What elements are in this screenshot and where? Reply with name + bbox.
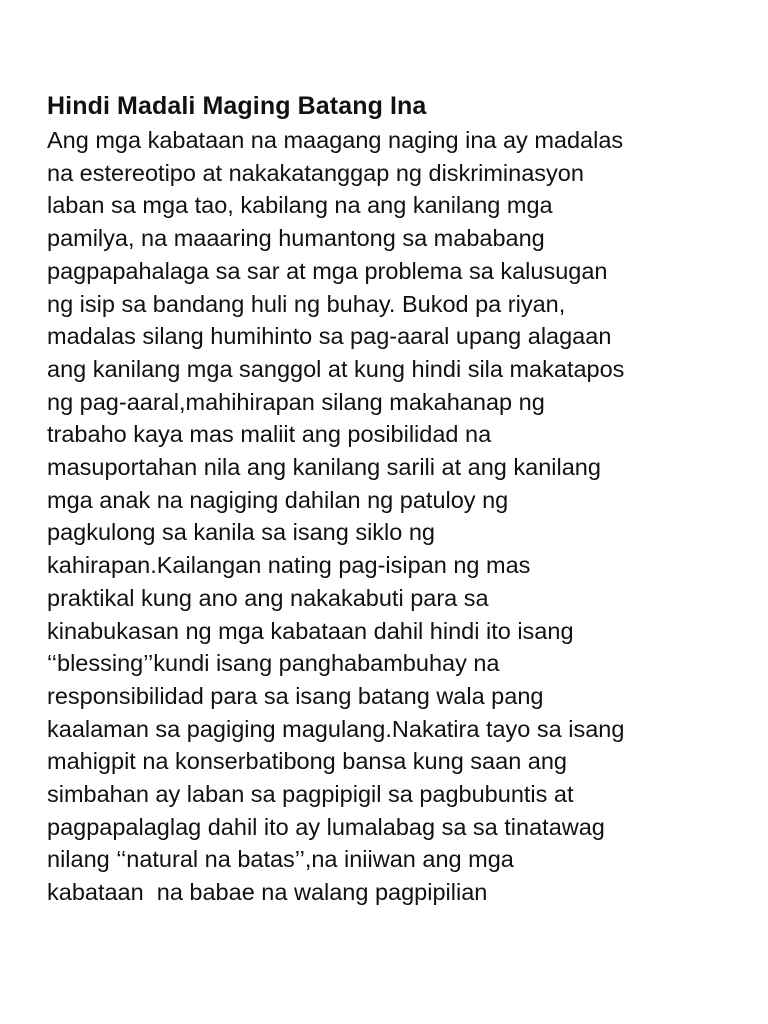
paragraph-line: kabataan na babae na walang pagpipilian — [47, 879, 488, 906]
document-paragraph — [47, 124, 747, 909]
paragraph-line: pagkulong sa kanila sa isang siklo ng — [47, 519, 436, 546]
paragraph-line: masuportahan nila ang kanilang sarili at ang kanilang — [47, 454, 601, 481]
paragraph-line: praktikal kung ano ang nakakabuti para sa — [47, 584, 489, 611]
paragraph-line: responsibilidad para sa isang batang wala pang — [47, 682, 544, 709]
paragraph-line: laban sa mga tao, kabilang na ang kanilang mga — [47, 192, 553, 219]
paragraph-line: pagpapahalaga sa sar at mga problema sa kalusugan — [47, 257, 608, 284]
paragraph-line: ng isip sa bandang huli ng buhay. Bukod pa riyan, — [47, 290, 566, 317]
paragraph-line: kinabukasan ng mga kabataan dahil hindi ito isang — [47, 617, 574, 644]
paragraph-line: ang kanilang mga sanggol at kung hindi sila makatapos — [47, 355, 625, 382]
paragraph-line: nilang ‘‘natural na batas’’,na iniiwan ang mga — [47, 846, 514, 873]
paragraph-line: trabaho kaya mas maliit ang posibilidad na — [47, 421, 492, 448]
paragraph-line: mga anak na nagiging dahilan ng patuloy ng — [47, 486, 509, 513]
document-title: Hindi Madali Maging Batang Ina — [47, 92, 427, 120]
paragraph-line: madalas silang humihinto sa pag-aaral upang alagaan — [47, 323, 612, 350]
paragraph-line: kaalaman sa pagiging magulang.Nakatira tayo sa isang — [47, 715, 625, 742]
paragraph-line: ng pag-aaral,mahihirapan silang makahanap ng — [47, 388, 545, 415]
paragraph-line: ‘‘blessing’’kundi isang panghabambuhay na — [47, 650, 500, 677]
paragraph-line: Ang mga kabataan na maagang naging ina ay madalas — [47, 127, 624, 153]
paragraph-line: na estereotipo at nakakatanggap ng diskriminasyon — [47, 159, 584, 186]
document-body — [47, 88, 747, 909]
paragraph-line: kahirapan.Kailangan nating pag-isipan ng mas — [47, 552, 531, 579]
paragraph-line: mahigpit na konserbatibong bansa kung saan ang — [47, 748, 567, 775]
paragraph-line: pagpapalaglag dahil ito ay lumalabag sa sa tinatawag — [47, 813, 605, 840]
paragraph-line: pamilya, na maaaring humantong sa mababang — [47, 225, 545, 252]
paragraph-line: simbahan ay laban sa pagpipigil sa pagbubuntis at — [47, 781, 574, 808]
